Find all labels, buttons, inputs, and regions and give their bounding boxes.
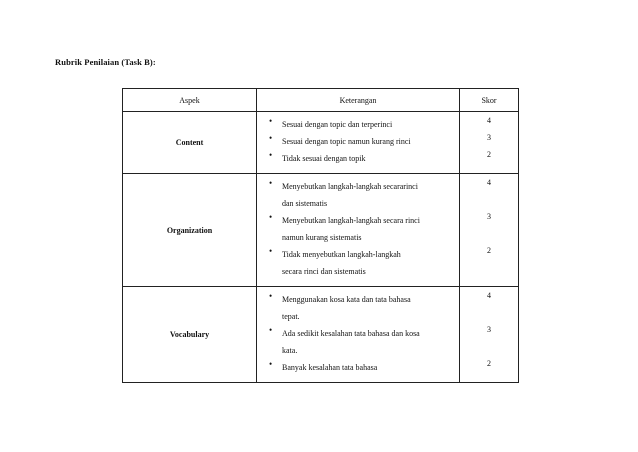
list-item: • Tidak menyebutkan langkah-langkah secara rinci dan sistematis [269,246,453,280]
header-aspek: Aspek [123,89,257,112]
list-item: • Banyak kesalahan tata bahasa [269,359,453,376]
description-cell [257,174,460,287]
description-cell [257,287,460,383]
table-row [123,287,519,383]
score-cell [460,112,519,174]
table-header-row [123,89,519,112]
list-item: • Ada sedikit kesalahan tata bahasa dan kosa kata. [269,325,453,359]
score-cell [460,174,519,287]
score-value: 4 [487,291,491,300]
header-keterangan: Keterangan [257,89,460,112]
score-value: 3 [487,212,491,221]
score-value: 4 [487,116,491,125]
list-item: • Menyebutkan langkah-langkah secara rinci namun kurang sistematis [269,212,453,246]
table-row [123,174,519,287]
table-row [123,112,519,174]
aspect-organization: Organization [123,174,257,287]
score-cell [460,287,519,383]
list-item: • Menggunakan kosa kata dan tata bahasa tepat. [269,291,453,325]
list-item: • Sesuai dengan topic namun kurang rinci [269,133,453,150]
description-cell [257,112,460,174]
rubric-heading: Rubrik Penilaian (Task B): [55,57,156,67]
aspect-content: Content [123,112,257,174]
aspect-vocabulary: Vocabulary [123,287,257,383]
score-value: 2 [487,359,491,368]
header-skor: Skor [460,89,519,112]
rubric-table [122,88,519,383]
list-item: • Sesuai dengan topic dan terperinci [269,116,453,133]
list-item: • Tidak sesuai dengan topik [269,150,453,167]
score-value: 2 [487,150,491,159]
score-value: 3 [487,133,491,142]
score-value: 4 [487,178,491,187]
score-value: 2 [487,246,491,255]
score-value: 3 [487,325,491,334]
list-item: • Menyebutkan langkah-langkah secararinci dan sistematis [269,178,453,212]
